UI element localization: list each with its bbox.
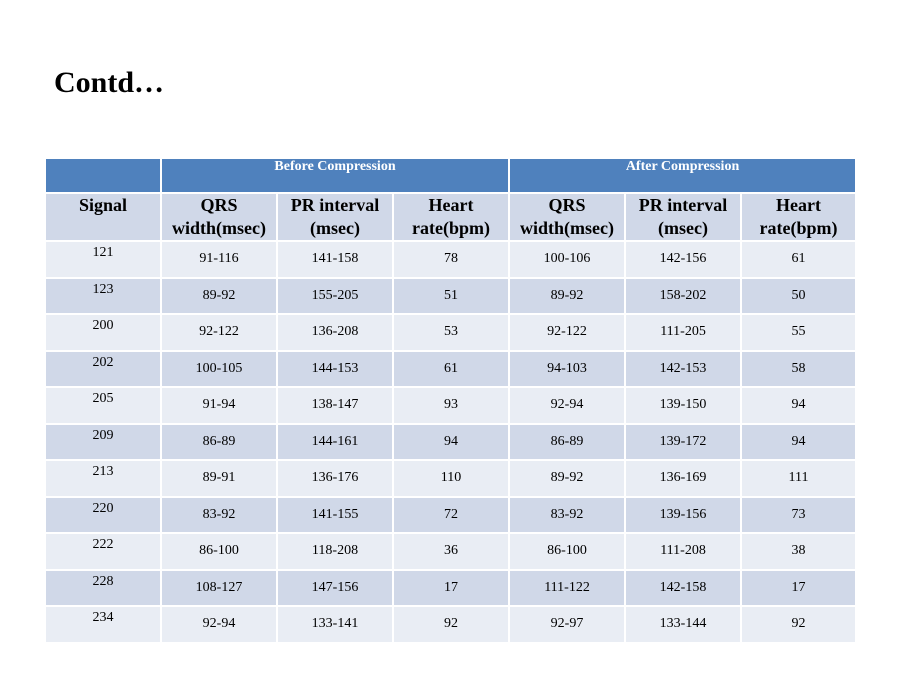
- qrs-after-cell: 83-92: [509, 497, 625, 534]
- column-header-hr-after: Heart rate(bpm): [741, 193, 856, 241]
- group-header-after: After Compression: [509, 158, 856, 193]
- pr-after-cell: 133-144: [625, 606, 741, 643]
- table-row: [45, 570, 856, 607]
- table-row: [45, 533, 856, 570]
- signal-cell: 228: [45, 570, 161, 607]
- pr-before-cell: 138-147: [277, 387, 393, 424]
- signal-cell: 234: [45, 606, 161, 643]
- hr-before-cell: 17: [393, 570, 509, 607]
- hr-before-cell: 61: [393, 351, 509, 388]
- pr-after-cell: 142-156: [625, 241, 741, 278]
- pr-after-cell: 136-169: [625, 460, 741, 497]
- column-header-pr-after: PR interval (msec): [625, 193, 741, 241]
- hr-before-cell: 92: [393, 606, 509, 643]
- pr-before-cell: 118-208: [277, 533, 393, 570]
- pr-before-cell: 144-153: [277, 351, 393, 388]
- pr-before-cell: 141-155: [277, 497, 393, 534]
- hr-after-cell: 94: [741, 387, 856, 424]
- pr-after-cell: 111-208: [625, 533, 741, 570]
- table-body: [45, 241, 856, 643]
- qrs-after-cell: 86-100: [509, 533, 625, 570]
- table-row: [45, 424, 856, 461]
- table-row: [45, 278, 856, 315]
- pr-before-cell: 144-161: [277, 424, 393, 461]
- hr-after-cell: 50: [741, 278, 856, 315]
- signal-cell: 205: [45, 387, 161, 424]
- qrs-before-cell: 100-105: [161, 351, 277, 388]
- qrs-before-cell: 86-100: [161, 533, 277, 570]
- qrs-before-cell: 89-92: [161, 278, 277, 315]
- pr-after-cell: 158-202: [625, 278, 741, 315]
- hr-after-cell: 38: [741, 533, 856, 570]
- signal-cell: 222: [45, 533, 161, 570]
- pr-after-cell: 139-172: [625, 424, 741, 461]
- hr-after-cell: 73: [741, 497, 856, 534]
- pr-before-cell: 155-205: [277, 278, 393, 315]
- qrs-before-cell: 91-116: [161, 241, 277, 278]
- column-header-qrs-before: QRS width(msec): [161, 193, 277, 241]
- slide-title: Contd…: [54, 66, 165, 99]
- table-row: [45, 460, 856, 497]
- hr-after-cell: 94: [741, 424, 856, 461]
- column-header-hr-before: Heart rate(bpm): [393, 193, 509, 241]
- pr-after-cell: 142-153: [625, 351, 741, 388]
- hr-after-cell: 55: [741, 314, 856, 351]
- table-row: [45, 606, 856, 643]
- qrs-before-cell: 83-92: [161, 497, 277, 534]
- hr-before-cell: 93: [393, 387, 509, 424]
- qrs-after-cell: 94-103: [509, 351, 625, 388]
- table-row: [45, 241, 856, 278]
- pr-after-cell: 139-150: [625, 387, 741, 424]
- hr-before-cell: 94: [393, 424, 509, 461]
- signal-cell: 202: [45, 351, 161, 388]
- qrs-before-cell: 92-122: [161, 314, 277, 351]
- hr-before-cell: 53: [393, 314, 509, 351]
- signal-cell: 123: [45, 278, 161, 315]
- signal-cell: 209: [45, 424, 161, 461]
- signal-cell: 220: [45, 497, 161, 534]
- pr-after-cell: 111-205: [625, 314, 741, 351]
- qrs-before-cell: 91-94: [161, 387, 277, 424]
- column-header-signal: Signal: [45, 193, 161, 241]
- hr-before-cell: 36: [393, 533, 509, 570]
- qrs-after-cell: 100-106: [509, 241, 625, 278]
- qrs-before-cell: 86-89: [161, 424, 277, 461]
- pr-after-cell: 139-156: [625, 497, 741, 534]
- qrs-after-cell: 92-94: [509, 387, 625, 424]
- qrs-after-cell: 89-92: [509, 278, 625, 315]
- table-row: [45, 387, 856, 424]
- table-row: [45, 497, 856, 534]
- hr-after-cell: 92: [741, 606, 856, 643]
- qrs-after-cell: 92-122: [509, 314, 625, 351]
- pr-before-cell: 136-208: [277, 314, 393, 351]
- column-header-pr-before: PR interval (msec): [277, 193, 393, 241]
- qrs-after-cell: 89-92: [509, 460, 625, 497]
- hr-after-cell: 61: [741, 241, 856, 278]
- signal-cell: 200: [45, 314, 161, 351]
- hr-after-cell: 58: [741, 351, 856, 388]
- pr-before-cell: 141-158: [277, 241, 393, 278]
- group-header-row: [45, 158, 856, 193]
- pr-before-cell: 147-156: [277, 570, 393, 607]
- pr-before-cell: 133-141: [277, 606, 393, 643]
- hr-after-cell: 111: [741, 460, 856, 497]
- column-header-row: [45, 193, 856, 241]
- qrs-before-cell: 92-94: [161, 606, 277, 643]
- hr-before-cell: 110: [393, 460, 509, 497]
- qrs-after-cell: 92-97: [509, 606, 625, 643]
- qrs-after-cell: 111-122: [509, 570, 625, 607]
- qrs-before-cell: 108-127: [161, 570, 277, 607]
- hr-before-cell: 78: [393, 241, 509, 278]
- group-header-empty: [45, 158, 161, 193]
- hr-after-cell: 17: [741, 570, 856, 607]
- signal-cell: 213: [45, 460, 161, 497]
- pr-after-cell: 142-158: [625, 570, 741, 607]
- hr-before-cell: 72: [393, 497, 509, 534]
- table-row: [45, 351, 856, 388]
- group-header-before: Before Compression: [161, 158, 509, 193]
- qrs-after-cell: 86-89: [509, 424, 625, 461]
- signal-cell: 121: [45, 241, 161, 278]
- pr-before-cell: 136-176: [277, 460, 393, 497]
- comparison-table: [44, 157, 857, 644]
- qrs-before-cell: 89-91: [161, 460, 277, 497]
- table-row: [45, 314, 856, 351]
- hr-before-cell: 51: [393, 278, 509, 315]
- column-header-qrs-after: QRS width(msec): [509, 193, 625, 241]
